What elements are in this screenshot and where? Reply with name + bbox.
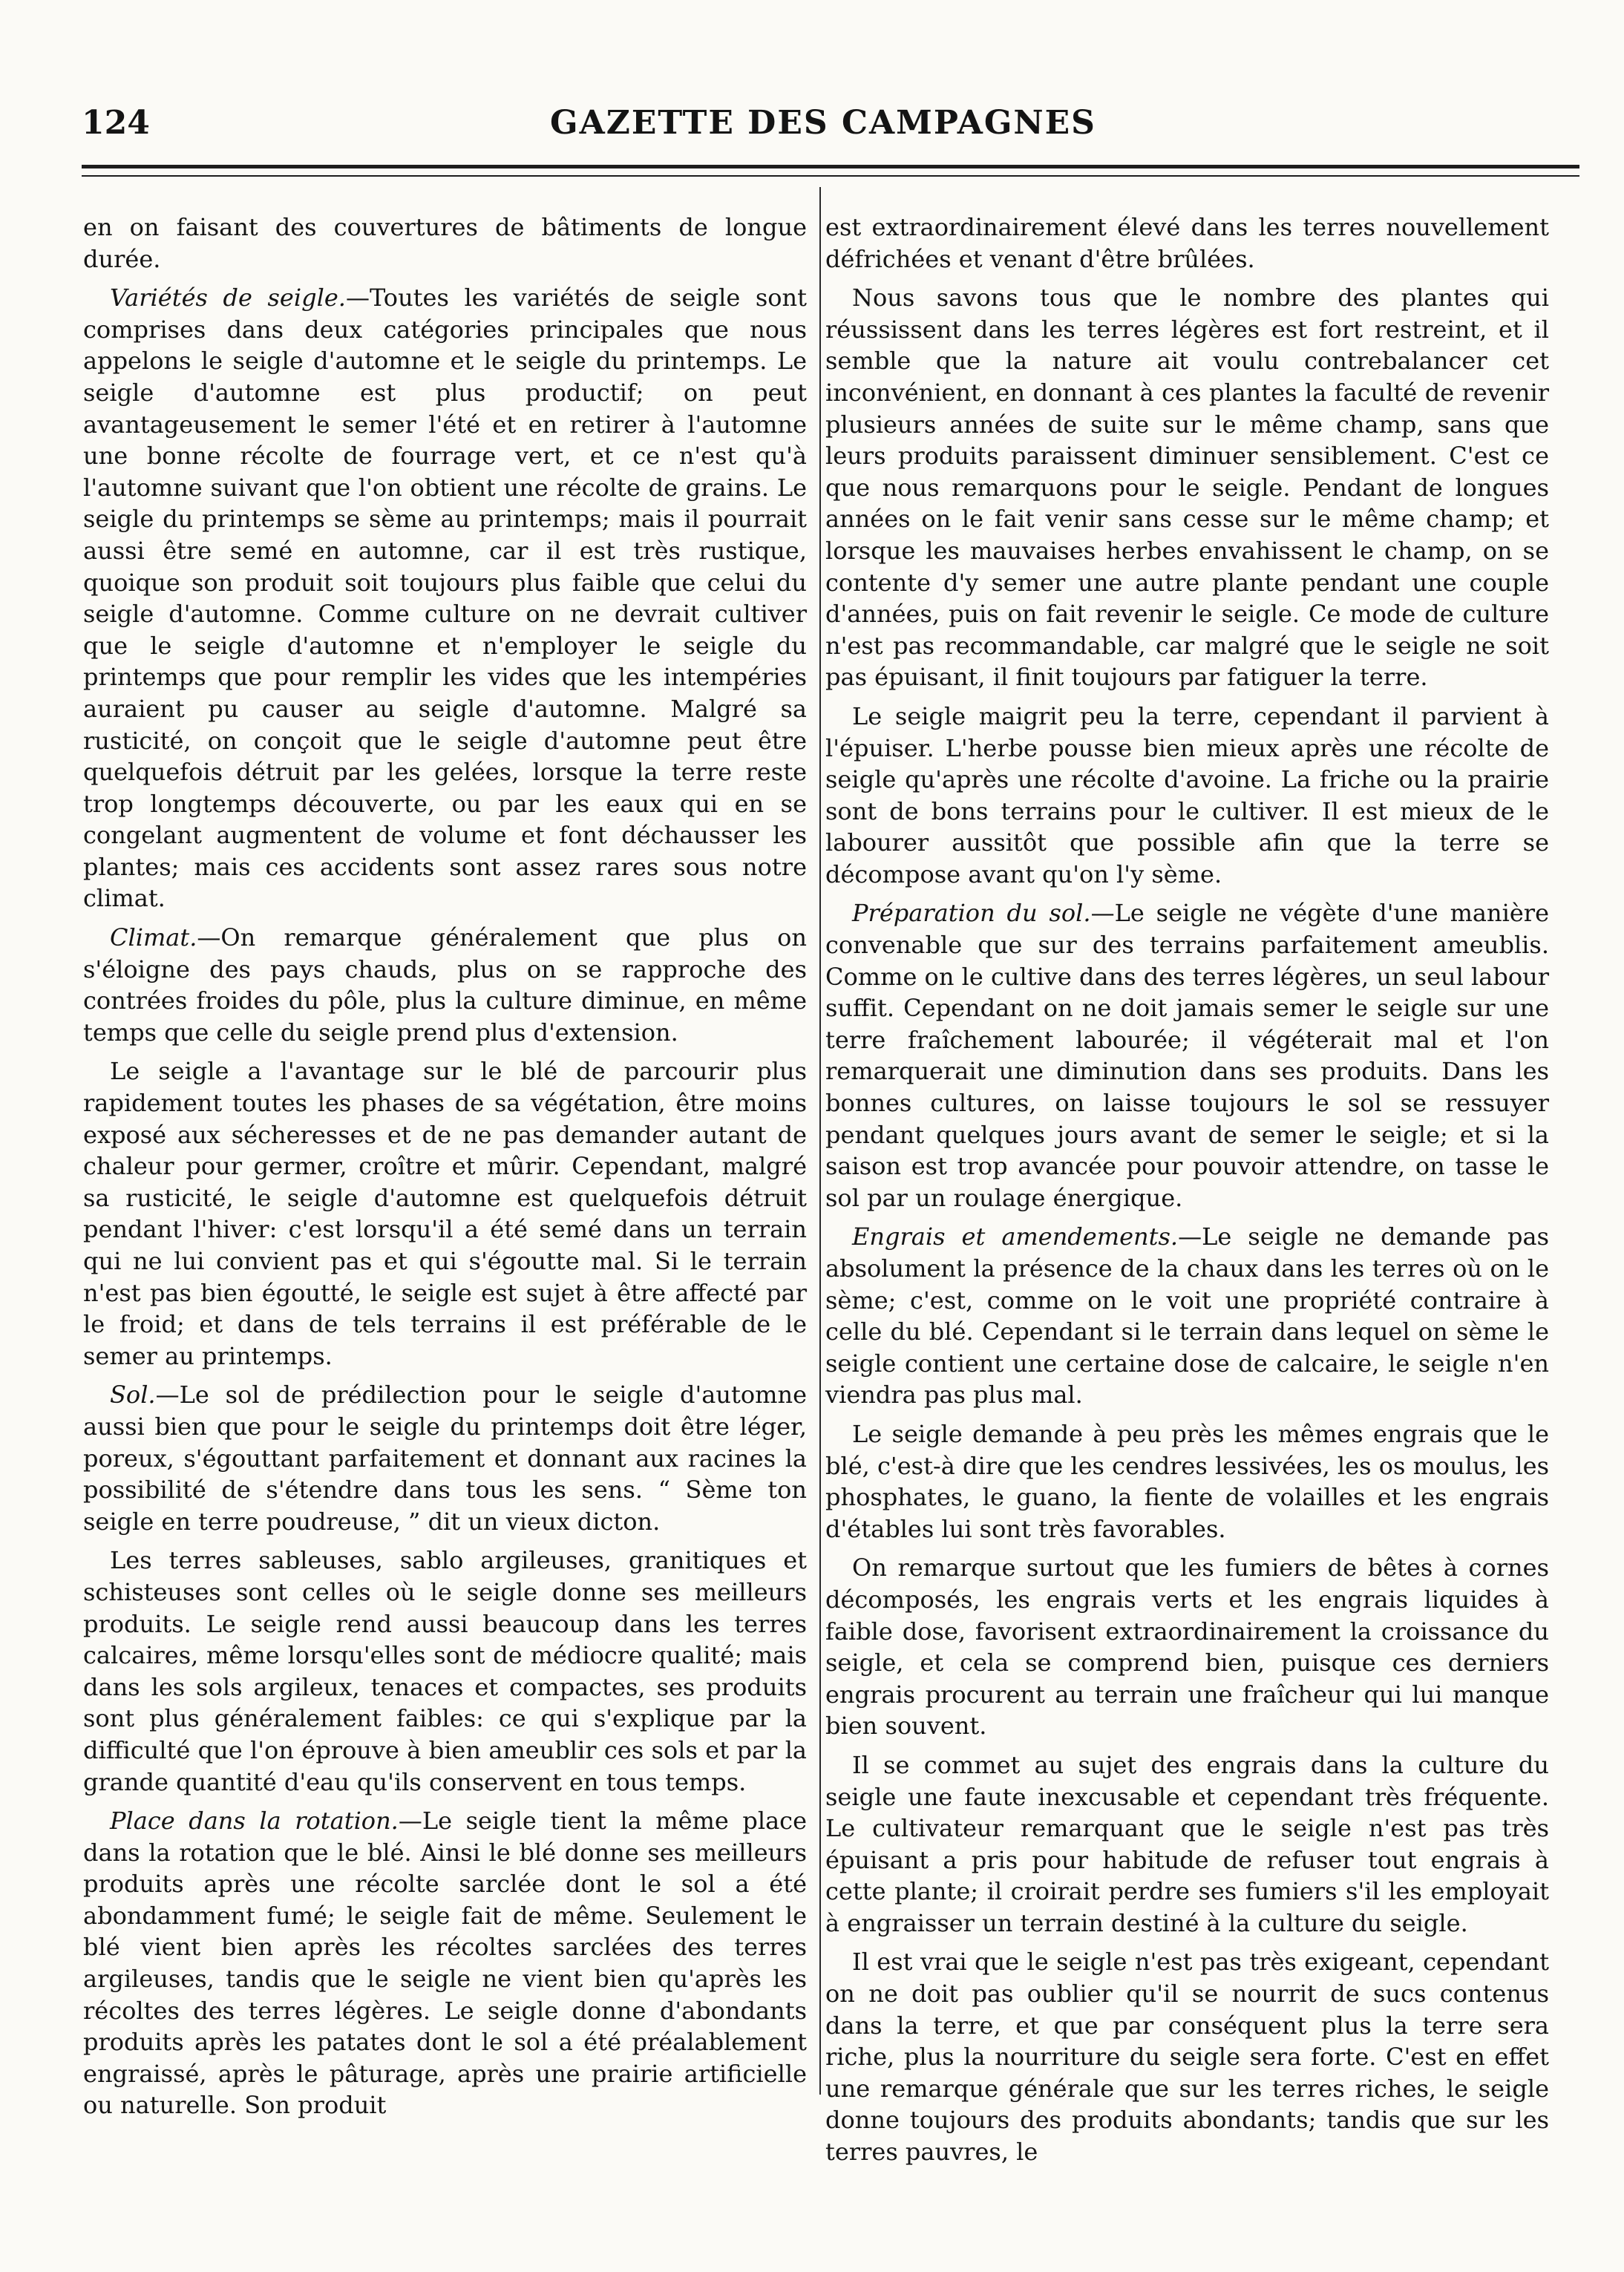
journal-title: GAZETTE DES CAMPAGNES xyxy=(550,104,1096,142)
paragraph-text: Il se commet au sujet des engrais dans la culture du seigle une faute inexcusable et cependant très fréquente. Le cultivateur remarquant que le seigle n'est pas très épuisant a pris pour habitude de refuser tout engrais à cette plante; il croirait perdre ses fumiers s'il les employait à engraisser un terrain destiné à la culture du seigle. xyxy=(825,1750,1549,1937)
left-column xyxy=(83,212,807,2129)
paragraph xyxy=(83,1805,807,2121)
paragraph xyxy=(825,212,1549,275)
paragraph xyxy=(825,1946,1549,2167)
paragraph-text: Le seigle a l'avantage sur le blé de parcourir plus rapidement toutes les phases de sa végétation, être moins exposé aux sécheresses et de ne pas demander autant de chaleur pour germer, croître et mûrir. Cependant, malgré sa rusticité, le seigle d'automne est quelquefois détruit pendant l'hiver: c'est lorsqu'il a été semé dans un terrain qui ne lui convient pas et qui s'égoutte mal. Si le terrain n'est pas bien égoutté, le seigle est sujet à être affecté par le froid; et dans de tels terrains il est préférable de le semer au printemps. xyxy=(83,1057,807,1370)
paragraph xyxy=(83,282,807,914)
section-heading: Climat. xyxy=(110,923,197,952)
paragraph-text: est extraordinairement élevé dans les terres nouvellement défrichées et venant d'être brûlées. xyxy=(825,213,1549,273)
paragraph-text: —Le seigle tient la même place dans la rotation que le blé. Ainsi le blé donne ses meilleurs produits après une récolte sarclée dont le sol a été abondamment fumé; le seigle fait de même. Seulement le blé vient bien après les récoltes sarclées des terres argileuses, tandis que le seigle ne vient bien qu'après les récoltes des terres légères. Le seigle donne d'abondants produits après les patates dont le sol a été préalablement engraissé, après le pâturage, après une prairie artificielle ou naturelle. Son produit xyxy=(83,1807,808,2120)
section-heading: Sol. xyxy=(110,1381,156,1410)
paragraph-text: en on faisant des couvertures de bâtiments de longue durée. xyxy=(83,213,807,273)
paragraph-text: —Le seigle ne végète d'une manière convenable que sur des terrains parfaitement ameublis. Comme on le cultive dans des terres légères, un seul labour suffit. Cependant on ne doit jamais semer le seigle sur une terre fraîchement labourée; il végéterait mal et l'on remarquerait une diminution dans ses produits. Dans les bonnes cultures, on laisse toujours le sol se ressuyer pendant quelques jours avant de semer le seigle; et si la saison est trop avancée pour pouvoir attendre, on tasse le sol par un roulage énergique. xyxy=(825,899,1550,1212)
section-heading: Préparation du sol. xyxy=(852,899,1091,928)
paragraph-text: On remarque surtout que les fumiers de bêtes à cornes décomposés, les engrais verts et les engrais liquides à faible dose, favorisent extraordinairement la croissance du seigle, et cela se comprend bien, puisque ces derniers engrais procurent au terrain une fraîcheur qui lui manque bien souvent. xyxy=(825,1554,1549,1741)
right-column xyxy=(825,212,1549,2176)
paragraph xyxy=(825,897,1549,1214)
section-heading: Variétés de seigle. xyxy=(110,284,346,312)
paragraph-text: Le seigle maigrit peu la terre, cependant il parvient à l'épuiser. L'herbe pousse bien mieux après une récolte de seigle qu'après une récolte d'avoine. La friche ou la prairie sont de bons terrains pour le cultiver. Il est mieux de le labourer aussitôt que possible afin que la terre se décompose avant qu'on l'y sème. xyxy=(825,701,1549,888)
paragraph xyxy=(825,1749,1549,1939)
paragraph-text: —Le seigle ne demande pas absolument la présence de la chaux dans les terres où on le sème; c'est, comme on le voit une propriété contraire à celle du blé. Cependant si le terrain dans lequel on sème le seigle contient une certaine dose de calcaire, le seigle n'en viendra pas plus mal. xyxy=(825,1222,1549,1410)
paragraph xyxy=(83,1545,807,1798)
paragraph-text: —Toutes les variétés de seigle sont comprises dans deux catégories principales que nous appelons le seigle d'automne et le seigle du printemps. Le seigle d'automne est plus productif; on peut avantageusement le semer l'été et en retirer à l'automne une bonne récolte de fourrage vert, et ce n'est qu'à l'automne suivant que l'on obtient une récolte de grains. Le seigle du printemps se sème au printemps; mais il pourrait aussi être semé en automne, car il est très rustique, quoique son produit soit toujours plus faible que celui du seigle d'automne. Comme culture on ne devrait cultiver que le seigle d'automne et n'employer le seigle du printemps que pour remplir les vides que les intempéries auraient pu causer au seigle d'automne. Malgré sa rusticité, on conçoit que le seigle d'automne peut être quelquefois détruit par les gelées, lorsque la terre reste trop longtemps découverte, ou par les eaux qui en se congelant augmentent de volume et font déchausser les plantes; mais ces accidents sont assez rares sous notre climat. xyxy=(83,284,808,913)
page-header xyxy=(82,104,1565,148)
header-rule-thick xyxy=(82,165,1579,168)
header-rule-thin xyxy=(82,175,1579,177)
paragraph-text: Il est vrai que le seigle n'est pas très exigeant, cependant on ne doit pas oublier qu'il se nourrit de sucs contenus dans la terre, et que par conséquent plus la terre sera riche, plus la nourriture du seigle sera forte. C'est en effet une remarque générale que sur les terres riches, le seigle donne toujours des produits abondants; tandis que sur les terres pauvres, le xyxy=(825,1948,1549,2167)
paragraph xyxy=(83,1055,807,1372)
paragraph xyxy=(825,282,1549,693)
paragraph-text: Les terres sableuses, sablo argileuses, granitiques et schisteuses sont celles où le seigle donne ses meilleurs produits. Le seigle rend aussi beaucoup dans les terres calcaires, même lorsqu'elles sont de médiocre qualité; mais dans les sols argileux, tenaces et compactes, ses produits sont plus généralement faibles: ce qui s'explique par la difficulté que l'on éprouve à bien ameublir ces sols et par la grande quantité d'eau qu'ils conservent en tous temps. xyxy=(83,1546,807,1796)
paragraph xyxy=(83,922,807,1048)
column-divider xyxy=(819,187,821,2095)
page-number: 124 xyxy=(82,104,150,142)
paragraph xyxy=(825,1552,1549,1742)
paragraph xyxy=(825,1221,1549,1411)
paragraph xyxy=(825,701,1549,891)
section-heading: Place dans la rotation. xyxy=(110,1807,399,1836)
paragraph-text: Le seigle demande à peu près les mêmes engrais que le blé, c'est-à dire que les cendres lessivées, les os moulus, les phosphates, le guano, la fiente de volailles et les engrais d'étables lui sont très favorables. xyxy=(825,1419,1549,1543)
paragraph xyxy=(825,1418,1549,1545)
section-heading: Engrais et amendements. xyxy=(852,1222,1179,1251)
paragraph-text: —Le sol de prédilection pour le seigle d'automne aussi bien que pour le seigle du printemps doit être léger, poreux, s'égouttant parfaitement et donnant aux racines la possibilité de s'étendre dans tous les sens. “ Sème ton seigle en terre poudreuse, ” dit un vieux dicton. xyxy=(83,1381,807,1536)
paragraph-text: —On remarque généralement que plus on s'éloigne des pays chauds, plus on se rapproche des contrées froides du pôle, plus la culture diminue, en même temps que celle du seigle prend plus d'extension. xyxy=(83,923,807,1047)
paragraph xyxy=(83,212,807,275)
paragraph-text: Nous savons tous que le nombre des plantes qui réussissent dans les terres légères est fort restreint, et il semble que la nature ait voulu contrebalancer cet inconvénient, en donnant à ces plantes la faculté de revenir plusieurs années de suite sur le même champ, sans que leurs produits paraissent diminuer sensiblement. C'est ce que nous remarquons pour le seigle. Pendant de longues années on le fait venir sans cesse sur le même champ; et lorsque les mauvaises herbes envahissent le champ, on se contente d'y semer une autre plante pendant une couple d'années, puis on fait revenir le seigle. Ce mode de culture n'est pas recommandable, car malgré que le seigle ne soit pas épuisant, il finit toujours par fatiguer la terre. xyxy=(825,284,1549,692)
paragraph xyxy=(83,1379,807,1537)
